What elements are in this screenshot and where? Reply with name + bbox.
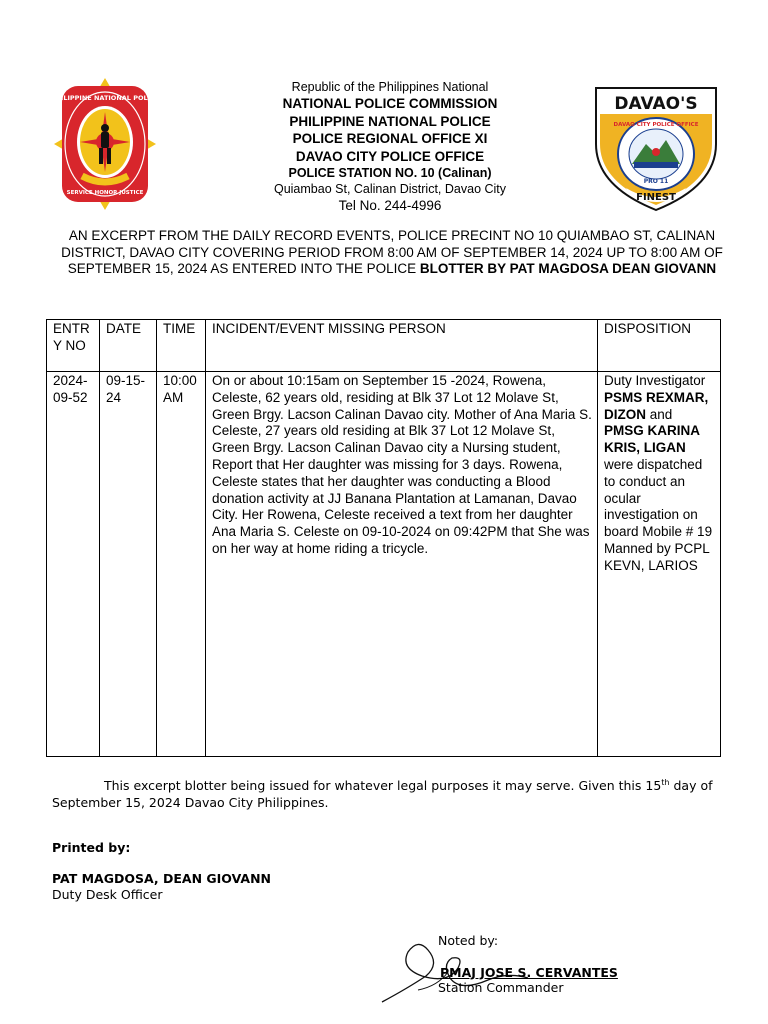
header-line-7: Quiambao St, Calinan District, Davao City	[273, 182, 507, 196]
excerpt-paragraph	[52, 228, 732, 278]
cell-date: 09-15-24	[100, 372, 157, 757]
header-line-2: NATIONAL POLICE COMMISSION	[282, 96, 498, 111]
badge-ring-text: DAVAO CITY POLICE OFFICE	[613, 122, 699, 128]
davao-finest-badge-icon	[590, 82, 722, 212]
disposition-officer-2: PMSG KARINA KRIS, LIGAN	[604, 423, 700, 456]
commander-title: Station Commander	[438, 980, 564, 995]
excerpt-text: AN EXCERPT FROM THE DAILY RECORD EVENTS, POLICE PRECINT NO 10 QUIAMBAO ST, CALINAN DISTRICT, DAVAO CITY COVERING PERIOD FROM 8:00 AM OF SEPTEMBER 14, 2024 UP TO 8:00 AM OF SEPTEMBER 15, 2024 AS ENTERED INTO THE POLICE	[61, 228, 723, 276]
badge-bottom-text: FINEST	[636, 192, 676, 203]
disposition-text-3: were dispatched to conduct an ocular investigation on board Mobile # 19 Manned by PCPL KEVN, LARIOS	[604, 456, 713, 573]
cell-disposition	[598, 372, 721, 757]
disposition-text-1: Duty Investigator	[604, 373, 706, 388]
statement-sup: th	[661, 777, 670, 787]
header-line-8: Tel No. 244-4996	[338, 198, 442, 213]
printer-title: Duty Desk Officer	[52, 887, 163, 902]
table-header-row	[47, 320, 721, 372]
printed-by-label: Printed by:	[52, 840, 131, 855]
badge-sub-text: PRO 11	[643, 178, 669, 185]
printer-name: PAT MAGDOSA, DEAN GIOVANN	[52, 871, 272, 886]
excerpt-bold-text: BLOTTER BY PAT MAGDOSA DEAN GIOVANN	[419, 261, 717, 276]
blotter-table	[46, 319, 721, 757]
badge-top-text: DAVAO'S	[614, 94, 698, 114]
header-entry-no: ENTRY NO	[47, 320, 100, 372]
pnp-ring-text: PHILIPPINE NATIONAL POLICE	[52, 94, 158, 102]
header-line-5: DAVAO CITY POLICE OFFICE	[295, 148, 485, 164]
header-incident: INCIDENT/EVENT MISSING PERSON	[206, 320, 598, 372]
disposition-text-2: and	[646, 406, 673, 422]
header-line-6: POLICE STATION NO. 10 (Calinan)	[288, 166, 492, 180]
statement-text-b: day of September 15, 2024 Davao City Philippines.	[52, 778, 713, 810]
header-line-4: POLICE REGIONAL OFFICE XI	[292, 131, 488, 146]
noted-by-label: Noted by:	[438, 933, 499, 948]
header-line-1: Republic of the Philippines National	[291, 80, 489, 94]
statement-text-a: This excerpt blotter being issued for whatever legal purposes it may serve. Given this 15	[104, 778, 662, 793]
commander-name: PMAJ JOSE S. CERVANTES	[440, 965, 618, 980]
header-time: TIME	[157, 320, 206, 372]
cell-entry-no: 2024-09-52	[47, 372, 100, 757]
header-line-3: PHILIPPINE NATIONAL POLICE	[289, 113, 491, 129]
table-row	[47, 372, 721, 757]
disposition-officer-1: PSMS REXMAR, DIZON	[604, 389, 709, 422]
issuance-statement	[52, 778, 722, 811]
pnp-motto: SERVICE HONOR JUSTICE	[66, 190, 144, 196]
letterhead	[240, 80, 540, 214]
pnp-seal-icon	[52, 76, 158, 212]
cell-incident: On or about 10:15am on September 15 -2024, Rowena, Celeste, 62 years old, residing at Blk 37 Lot 12 Molave St, Green Brgy. Lacson Calinan Davao city. Mother of Ana Maria S. Celeste, 27 years old residing at Blk 37 Lot 12 Molave St, Green Brgy. Lacson Calinan Davao city a Nursing student, Report that Her daughter was missing for 3 days. Rowena, Celeste states that her daughter was conducting a Blood donation activity at JJ Banana Plantation at Lamanan, Davao City. Her Rowena, Celeste received a text from her daughter Ana Maria S. Celeste on 09-10-2024 on 09:42PM that She was on her way at home riding a tricycle.	[206, 372, 598, 757]
header-date: DATE	[100, 320, 157, 372]
cell-time: 10:00AM	[157, 372, 206, 757]
header-disposition: DISPOSITION	[598, 320, 721, 372]
